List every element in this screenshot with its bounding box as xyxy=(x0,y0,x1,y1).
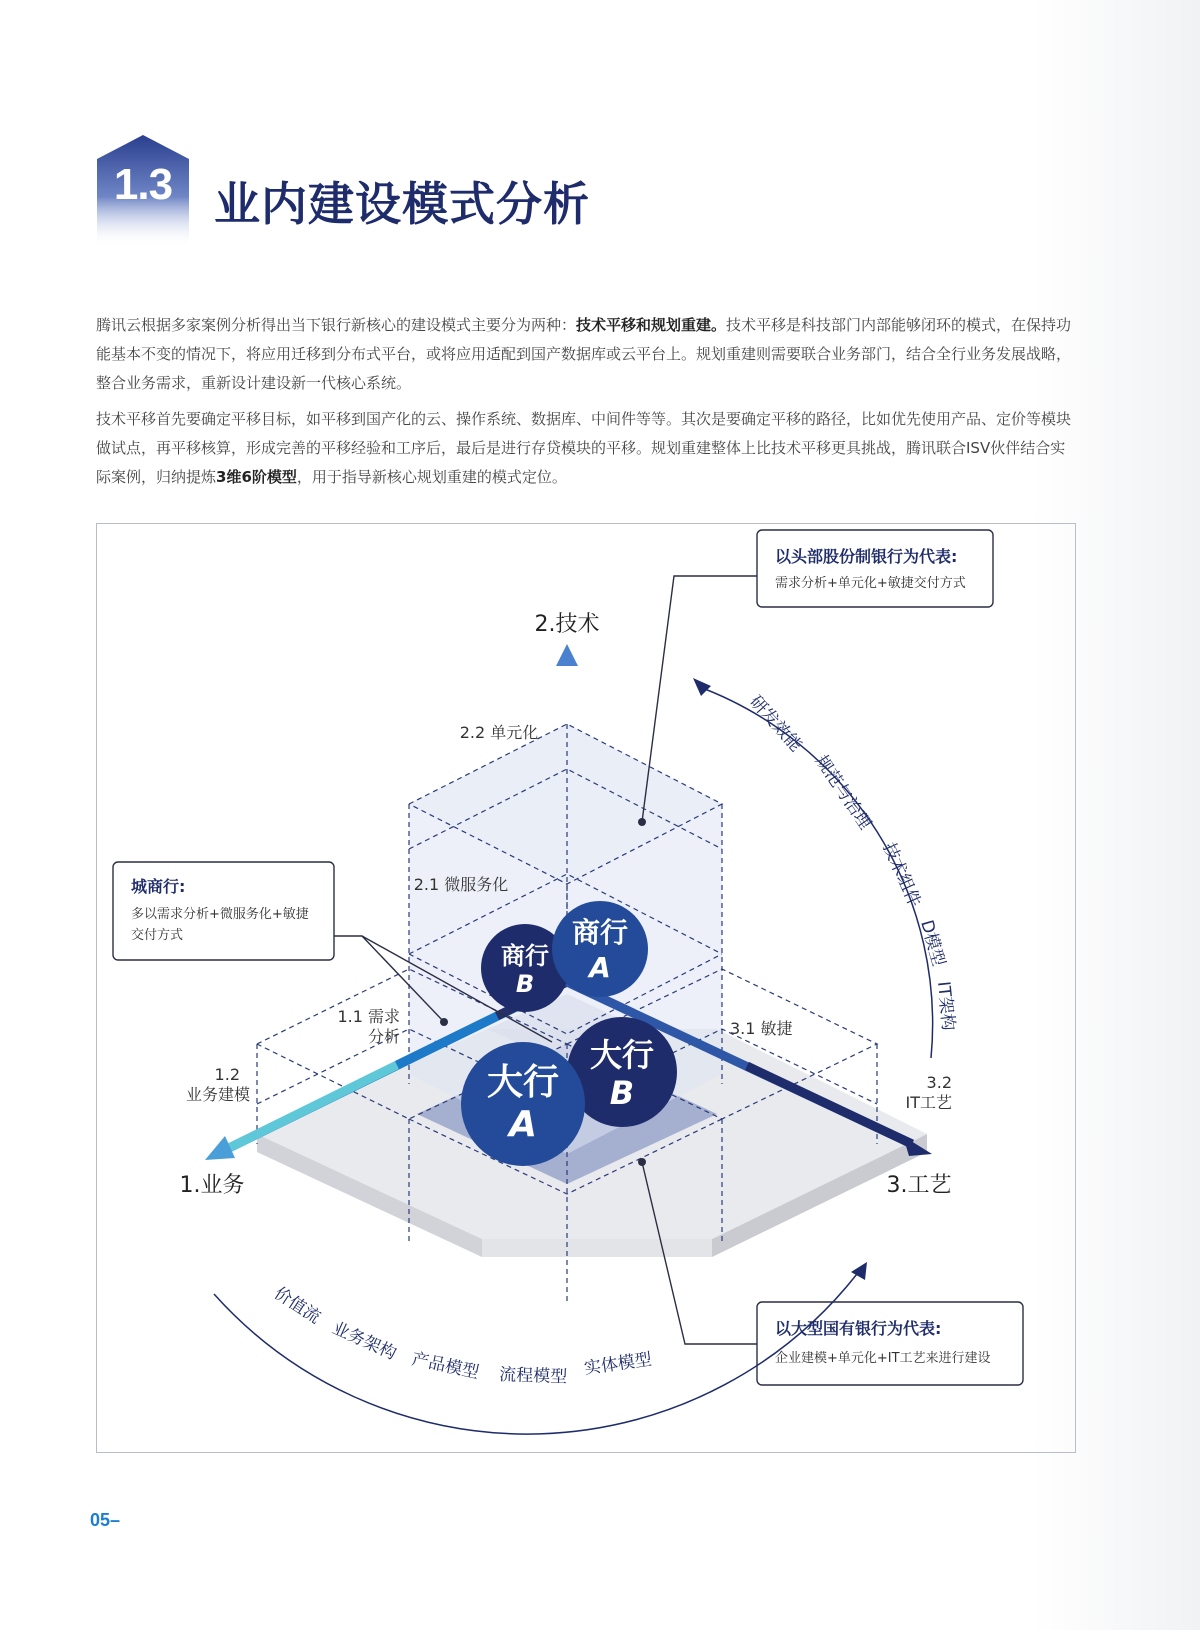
bottom-arc-label-5: 实体模型 xyxy=(582,1349,654,1379)
right-arc-label-5: IT架构 xyxy=(933,980,959,1032)
page-number-value: 05 xyxy=(90,1510,111,1530)
right-arc-label-3: 技术组件 xyxy=(878,839,925,911)
level-2-1-label: 2.1 微服务化 xyxy=(413,875,509,894)
three-dim-model-diagram xyxy=(97,524,1075,1452)
level-3-1-label: 3.1 敏捷 xyxy=(730,1019,793,1038)
bottom-arc-label-4: 流程模型 xyxy=(498,1365,568,1388)
right-arc-label-2: 规范与治理 xyxy=(810,751,875,834)
callout-top-title: 以头部股份制银行为代表: xyxy=(775,547,958,566)
level-1-2-label-line2: 业务建模 xyxy=(185,1085,250,1104)
bank-shanghang-b-name: 商行 xyxy=(501,942,549,970)
bank-dahang-a-name: 大行 xyxy=(486,1062,560,1103)
paragraph-2-text: 技术平移首先要确定平移目标，如平移到国产化的云、操作系统、数据库、中间件等等。其次是要确定平移的路径，比如优先使用产品、定价等模块做试点，再平移核算，形成完善的平移经验和工序后，最后是进行存贷模块的平移。规划重建整体上比技术平移更具挑战，腾讯联合ISV伙伴结合实际案例，归纳提炼 xyxy=(96,410,1072,486)
bank-shanghang-a-letter: A xyxy=(589,951,611,984)
paragraph-1-text: 腾讯云根据多家案例分析得出当下银行新核心的建设模式主要分为两种： xyxy=(96,316,577,334)
bank-shanghang-b-letter: B xyxy=(515,970,535,998)
paragraph-2-emphasis: 3维6阶模型 xyxy=(216,468,297,486)
right-arc-label-4: D模型 xyxy=(916,917,949,969)
level-3-2-label-line2: IT工艺 xyxy=(905,1093,952,1112)
paragraph-2-text-rest: ，用于指导新核心规划重建的模式定位。 xyxy=(296,468,567,486)
bank-circle-shanghang-a xyxy=(552,901,648,997)
level-2-2-label: 2.2 单元化 xyxy=(459,723,539,742)
paragraph-2 xyxy=(96,405,1076,492)
right-arc-labels xyxy=(745,692,958,1032)
page-number-dash-icon: – xyxy=(110,1510,121,1530)
callout-top xyxy=(757,530,993,607)
callout-top-desc: 需求分析+单元化+敏捷交付方式 xyxy=(775,576,966,591)
bank-dahang-b-letter: B xyxy=(609,1074,635,1112)
axis-label-tech: 2.技术 xyxy=(534,612,600,637)
level-1-1-label-line2: 分析 xyxy=(367,1027,400,1046)
model-figure xyxy=(96,523,1076,1453)
bottom-arc-label-2: 业务架构 xyxy=(328,1318,400,1365)
axis-label-business: 1.业务 xyxy=(179,1173,245,1198)
callout-left-desc-line2: 交付方式 xyxy=(131,928,184,943)
bottom-arc-arrow-icon xyxy=(851,1262,867,1280)
callout-bottom-title: 以大型国有银行为代表: xyxy=(775,1319,942,1338)
level-3-2-label-line1: 3.2 xyxy=(926,1073,952,1092)
callout-left xyxy=(113,862,334,960)
bank-dahang-b-name: 大行 xyxy=(589,1036,655,1074)
section-title: 业内建设模式分析 xyxy=(214,177,590,231)
callout-left-desc-line1: 多以需求分析+微服务化+敏捷 xyxy=(131,907,309,922)
right-arc-label-1: 研发效能 xyxy=(745,691,806,756)
level-1-1-label-line1: 1.1 需求 xyxy=(337,1007,400,1026)
bottom-arc-label-3: 产品模型 xyxy=(409,1349,481,1384)
page-number xyxy=(90,1510,120,1531)
callout-left-title: 城商行: xyxy=(131,877,186,896)
paragraph-1-text-rest: 技术平移是科技部门内部能够闭环的模式，在保持功能基本不变的情况下，将应用迁移到分布式平台，或将应用适配到国产数据库或云平台上。规划重建则需要联合业务部门，结合全行业务发展战略，整合业务需求，重新设计建设新一代核心系统。 xyxy=(96,316,1072,392)
tech-axis-arrow-icon xyxy=(556,644,578,666)
right-arc-arrow-icon xyxy=(693,678,711,696)
paragraph-1-emphasis: 技术平移和规划重建。 xyxy=(576,316,727,334)
paragraph-1 xyxy=(96,311,1076,398)
bank-shanghang-a-name: 商行 xyxy=(571,916,629,949)
section-number: 1.3 xyxy=(113,160,173,209)
bank-dahang-a-letter: A xyxy=(509,1104,537,1145)
callout-bottom-desc: 企业建模+单元化+IT工艺来进行建设 xyxy=(775,1351,991,1366)
bank-circle-dahang-a xyxy=(461,1042,585,1166)
axis-label-craft: 3.工艺 xyxy=(886,1173,952,1198)
level-1-2-label-line1: 1.2 xyxy=(214,1065,240,1084)
bottom-arc-label-1: 价值流 xyxy=(270,1283,324,1328)
bottom-arc-labels xyxy=(270,1283,653,1387)
callout-bottom xyxy=(757,1302,1023,1385)
